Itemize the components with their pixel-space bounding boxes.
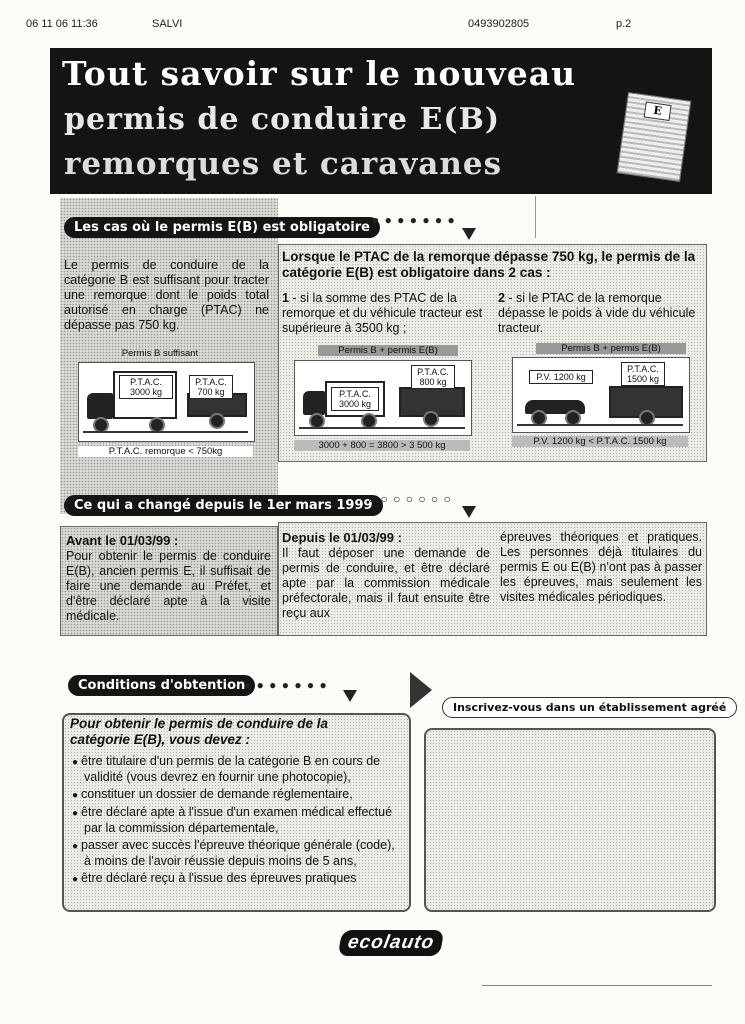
fig1-caption-bottom: 3000 + 800 = 3800 > 3 500 kg (294, 440, 470, 451)
before-text: Pour obtenir le permis de conduire E(B), ancien permis E, il suffisait de faire une demande au Préfet, et d'être déclaré apte à la visite médicale. (66, 549, 271, 623)
before-heading: Avant le 01/03/99 : (66, 533, 179, 548)
after-heading: Depuis le 01/03/99 : (282, 530, 402, 545)
condition-item: ● constituer un dossier de demande réglementaire, (72, 787, 404, 803)
case1-number: 1 (282, 291, 289, 305)
section2-dots: ○ ○ ○ ○ ○ ○ ○ (368, 492, 452, 506)
condition-item: ● être déclaré reçu à l'issue des épreuves pratiques (72, 871, 404, 887)
enroll-panel (424, 728, 716, 912)
fig-left-caption-bottom: P.T.A.C. remorque < 750kg (78, 446, 253, 457)
after-text-continued: épreuves théoriques et pratiques. Les personnes déjà titulaires du permis E ou E(B) n'ont pas à passer les épreuves, mais seulement les visites médicales périodiques. (500, 530, 702, 604)
fax-date-time: 06 11 06 11:36 (26, 18, 98, 30)
fig1-tag-trailer: P.T.A.C. 800 kg (411, 365, 455, 389)
fig-left-illustration (78, 362, 255, 442)
fig2-tag-trailer: P.T.A.C. 1500 kg (621, 362, 665, 386)
case1-text: - si la somme des PTAC de la remorque et du véhicule tracteur est supérieure à 3500 kg ; (282, 291, 483, 335)
section1-dots: ● ● ● ● ● ● ● (372, 213, 456, 227)
fig1-tag-truck: P.T.A.C. 3000 kg (331, 387, 379, 411)
ecolauto-logo: ecolauto (338, 930, 445, 956)
section1-title-pill (64, 217, 380, 238)
condition-item: ● passer avec succès l'épreuve théorique générale (code), à moins de l'avoir réussie depuis moins de 5 ans, (72, 838, 404, 869)
fig1-illustration (294, 360, 472, 436)
right-arrow-icon (410, 672, 432, 708)
section1-title: Les cas où le permis E(B) est obligatoire (74, 220, 370, 235)
bottom-rule (482, 985, 712, 986)
fax-phone: 0493902805 (468, 18, 530, 30)
section1-right-intro: Lorsque le PTAC de la remorque dépasse 750 kg, le permis de la catégorie E(B) est obligatoire dans 2 cas : (282, 249, 696, 280)
fig2-caption-top: Permis B + permis E(B) (536, 343, 686, 354)
license-document-icon (617, 92, 692, 182)
banner-title-line2: permis de conduire E(B) (64, 102, 501, 137)
section3-dots: ● ● ● ● ● ● ● (244, 678, 328, 692)
truck-cab-icon (87, 393, 113, 419)
title-banner (50, 48, 712, 194)
section1-left-text: Le permis de conduire de la catégorie B est suffisant pour tracter une remorque dont le poids total autorisé en charge (PTAC) ne dépasse pas 750 kg. (64, 258, 269, 332)
truck-cab-icon (303, 391, 325, 415)
license-label: E (644, 102, 672, 121)
section3-title-pill (68, 675, 255, 696)
conditions-list (72, 754, 404, 887)
fax-page: p.2 (616, 18, 632, 30)
after-text: Il faut déposer une demande de permis de conduire, et être déclaré apte par la commission médicale préfectorale, mais il faut ensuite être reçu aux (282, 546, 490, 620)
column-guide (535, 196, 536, 238)
enroll-pill (442, 697, 737, 718)
fig-left-caption-top: Permis B suffisant (121, 348, 199, 359)
case2-number: 2 (498, 291, 505, 305)
wheel-icon (423, 411, 439, 427)
case2-text-block (498, 291, 700, 336)
fig2-illustration (512, 357, 690, 433)
section1-arrow-icon (462, 228, 476, 240)
ground-line (299, 427, 465, 429)
banner-title-line1: Tout savoir sur le nouveau (62, 54, 577, 93)
section2-arrow-icon (462, 506, 476, 518)
fig1-caption-top: Permis B + permis E(B) (318, 345, 458, 356)
enroll-label: Inscrivez-vous dans un établissement agréé (453, 701, 727, 714)
condition-item: ● être déclaré apte à l'issue d'un examen médical effectué par la commission départementale, (72, 805, 404, 836)
case1-text-block (282, 291, 487, 336)
fig2-tag-car: P.V. 1200 kg (529, 370, 593, 384)
section3-arrow-icon (343, 690, 357, 702)
section3-title: Conditions d'obtention (78, 678, 246, 693)
ground-line (83, 431, 248, 433)
section2-title-pill (64, 495, 383, 516)
ground-line (517, 424, 683, 426)
fig-left-tag-truck: P.T.A.C. 3000 kg (119, 375, 173, 399)
condition-item: ● être titulaire d'un permis de la catégorie B en cours de validité (vous devrez en fournir une photocopie), (72, 754, 404, 785)
banner-title-line3: remorques et caravanes (64, 146, 503, 182)
fig2-caption-bottom: P.V. 1200 kg < P.T.A.C. 1500 kg (512, 436, 688, 447)
case2-text: - si le PTAC de la remorque dépasse le poids à vide du véhicule tracteur. (498, 291, 696, 335)
section2-title: Ce qui a changé depuis le 1er mars 1999 (74, 498, 373, 513)
wheel-icon (209, 413, 225, 429)
fax-sender: SALVI (152, 18, 183, 30)
conditions-heading: Pour obtenir le permis de conduire de la catégorie E(B), vous devez : (70, 716, 329, 747)
fig-left-tag-trailer: P.T.A.C. 700 kg (189, 375, 233, 399)
